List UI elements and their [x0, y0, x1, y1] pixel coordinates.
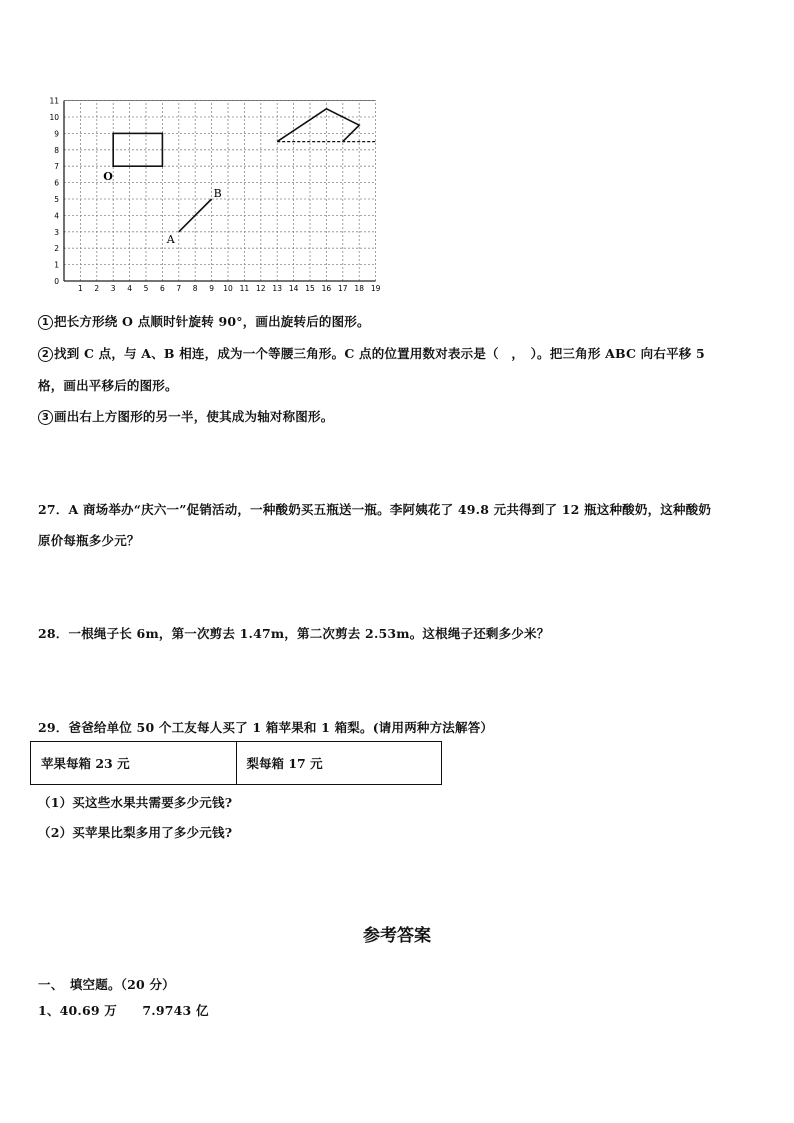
- circled-number-3: 3: [38, 410, 53, 425]
- point-label-a: A: [166, 232, 175, 246]
- question-29-sub-1: （1）买这些水果共需要多少元钱?: [38, 795, 233, 810]
- price-cell-apple: 苹果每箱 23 元: [41, 756, 130, 771]
- x-tick-label: 13: [272, 284, 282, 293]
- y-tick-label: 5: [54, 195, 59, 204]
- x-tick-label: 1: [78, 284, 83, 293]
- x-tick-label: 14: [288, 284, 299, 293]
- x-tick-label: 19: [370, 284, 381, 293]
- y-tick-label: 2: [54, 244, 59, 254]
- price-cell-pear: 梨每箱 17 元: [236, 742, 442, 784]
- x-tick-label: 2: [94, 284, 100, 293]
- y-tick-label: 6: [54, 178, 59, 188]
- x-tick-label: 9: [209, 284, 214, 293]
- half-figure: [277, 109, 359, 142]
- x-tick-label: 5: [143, 284, 149, 293]
- task-item-2-continued: 格，画出平移后的图形。: [38, 378, 178, 393]
- y-tick-label: 11: [49, 96, 59, 106]
- x-tick-label: 8: [192, 284, 198, 293]
- task-item-2-text: 找到 C 点，与 A、B 相连，成为一个等腰三角形。C 点的位置用数对表示是（ ， ）。把三角形 ABC 向右平移 5: [54, 346, 705, 361]
- task-item-2: [38, 344, 705, 362]
- coordinate-grid-figure: [40, 88, 392, 296]
- y-tick-label: 8: [54, 145, 59, 155]
- x-tick-label: 16: [321, 284, 332, 293]
- question-27-line-1: 27．A 商场举办“庆六一”促销活动，一种酸奶买五瓶送一瓶。李阿姨花了 49.8 元共得到了 12 瓶这种酸奶，这种酸奶: [38, 502, 712, 517]
- point-label-o: O: [103, 170, 113, 184]
- x-tick-label: 12: [256, 284, 266, 293]
- x-tick-label: 10: [223, 284, 233, 293]
- task-item-3-text: 画出右上方图形的另一半，使其成为轴对称图形。: [54, 409, 334, 424]
- x-tick-label: 15: [305, 284, 315, 293]
- question-29: 29．爸爸给单位 50 个工友每人买了 1 箱苹果和 1 箱梨。(请用两种方法解答）: [38, 720, 494, 735]
- y-tick-label: 4: [54, 211, 59, 221]
- y-tick-label: 7: [54, 162, 59, 172]
- price-table: [30, 741, 442, 785]
- x-tick-label: 18: [354, 284, 364, 293]
- y-axis-tick-labels: [49, 97, 59, 286]
- x-tick-label: 7: [176, 284, 182, 293]
- y-tick-label: 3: [54, 227, 59, 237]
- y-tick-label: 10: [49, 113, 59, 122]
- question-27-line-2: 原价每瓶多少元？: [38, 533, 140, 548]
- y-tick-label: 0: [54, 277, 59, 286]
- x-tick-label: 11: [239, 284, 250, 293]
- task-item-1: [38, 312, 370, 330]
- y-tick-label: 9: [54, 129, 59, 139]
- answers-section-heading: 一、 填空题。（20 分）: [38, 977, 175, 992]
- answers-title: 参考答案: [363, 926, 431, 946]
- answer-item-1: 1、40.69 万 7.9743 亿: [38, 1003, 209, 1018]
- task-item-3: [38, 407, 333, 425]
- circled-number-1: 1: [38, 315, 53, 330]
- x-tick-label: 4: [127, 284, 132, 293]
- circled-number-2: 2: [38, 347, 53, 362]
- y-tick-label: 1: [54, 260, 59, 270]
- task-item-1-text: 把长方形绕 O 点顺时针旋转 90°，画出旋转后的图形。: [54, 314, 370, 329]
- point-label-b: B: [213, 187, 222, 200]
- question-28: 28．一根绳子长 6m，第一次剪去 1.47m，第二次剪去 2.53m。这根绳子还剩多少米？: [38, 626, 550, 641]
- question-29-sub-2: （2）买苹果比梨多用了多少元钱?: [38, 825, 233, 840]
- x-tick-label: 3: [110, 284, 116, 293]
- x-tick-label: 17: [338, 284, 348, 293]
- x-axis-tick-labels: [78, 284, 381, 293]
- x-tick-label: 6: [160, 284, 165, 293]
